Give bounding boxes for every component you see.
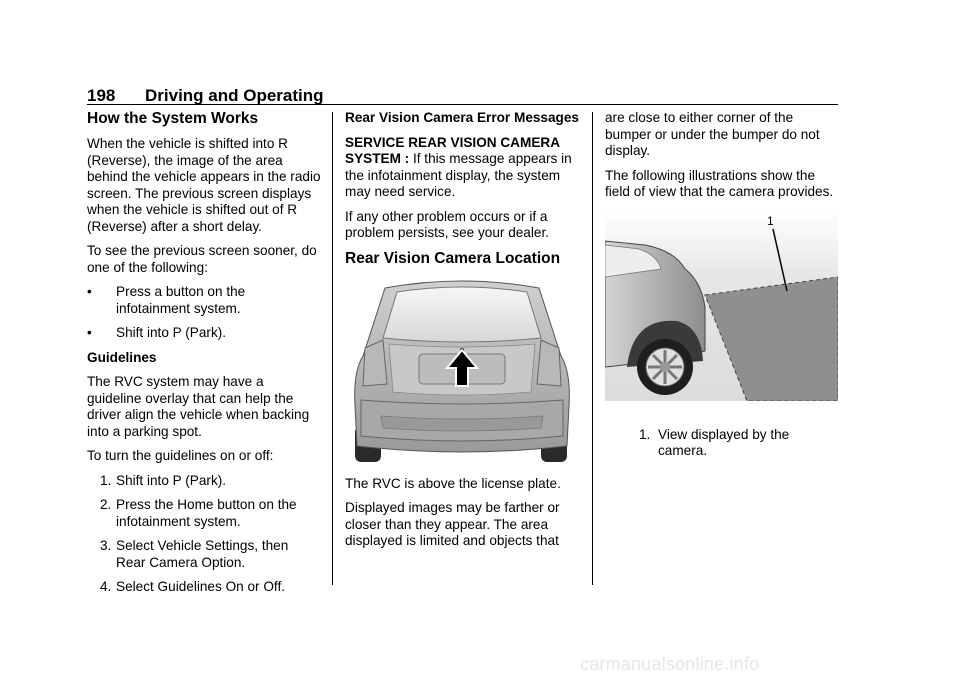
bullet-item (87, 325, 321, 342)
column-1 (87, 110, 321, 604)
bullet-text: Press a button on the infotainment system. (116, 284, 246, 316)
camera-view-figure (605, 211, 838, 421)
step-number: 3. (100, 538, 112, 553)
column-3 (605, 110, 838, 468)
step-item (87, 538, 321, 571)
paragraph: When the vehicle is shifted into R (Reverse), the image of the area behind the vehicle appears in the radio screen. The previous screen displays when the vehicle is shifted out of R (Reverse) after a short delay. (87, 136, 321, 234)
paragraph: To turn the guidelines on or off: (87, 448, 274, 463)
paragraph: The RVC system may have a guideline overlay that can help the driver align the vehicle when backing into a parking spot. (87, 374, 310, 439)
page-number: 198 (87, 86, 116, 105)
callout-number: 1 (767, 213, 774, 228)
step-item (87, 579, 321, 596)
subheading-error-messages: Rear Vision Camera Error Messages (345, 110, 579, 125)
step-text: Shift into P (Park). (116, 472, 227, 488)
paragraph: The following illustrations show the field of view that the camera provides. (605, 167, 834, 199)
column-2 (345, 110, 580, 558)
column-divider-1 (332, 112, 333, 585)
step-number: 2. (100, 497, 112, 512)
paragraph: Displayed images may be farther or closer than they appear. The area displayed is limited and objects that (345, 500, 560, 548)
paragraph: The RVC is above the license plate. (345, 475, 561, 491)
service-message-paragraph (345, 135, 580, 201)
service-message-label: SERVICE REAR VISION CAMERA SYSTEM : (345, 134, 560, 166)
service-message-text: If this message appears in the infotainment display, the system may need service. (345, 151, 572, 199)
bullet-text: Shift into P (Park). (116, 325, 227, 340)
paragraph: If any other problem occurs or if a problem persists, see your dealer. (345, 208, 550, 240)
step-number: 4. (100, 579, 112, 594)
section-title: Driving and Operating (145, 86, 324, 105)
subheading-guidelines: Guidelines (87, 349, 157, 365)
step-text: Select Guidelines On or Off. (116, 579, 285, 594)
column-divider-2 (592, 112, 593, 585)
step-number: 1. (100, 472, 112, 488)
caption-number: 1. (639, 426, 651, 442)
paragraph: To see the previous screen sooner, do one of the following: (87, 243, 317, 275)
caption-text: View displayed by the camera. (658, 426, 790, 458)
paragraph: are close to either corner of the bumper or under the bumper do not display. (605, 110, 820, 158)
figure-caption (605, 427, 838, 460)
bullet-mark: • (87, 325, 92, 340)
step-text: Select Vehicle Settings, then Rear Camera Option. (116, 538, 289, 570)
page-header (87, 86, 838, 106)
step-text: Press the Home button on the infotainment system. (116, 497, 297, 529)
field-of-view-illustration (605, 211, 838, 401)
heading-camera-location: Rear Vision Camera Location (345, 249, 561, 267)
step-item (87, 473, 321, 490)
rear-of-vehicle-illustration (345, 276, 579, 468)
heading-how-system-works: How the System Works (87, 110, 259, 127)
bullet-mark: • (87, 284, 92, 299)
header-rule (87, 104, 838, 105)
bullet-item (87, 284, 321, 317)
watermark: carmanualsonline.info (580, 654, 760, 674)
step-item (87, 497, 321, 530)
